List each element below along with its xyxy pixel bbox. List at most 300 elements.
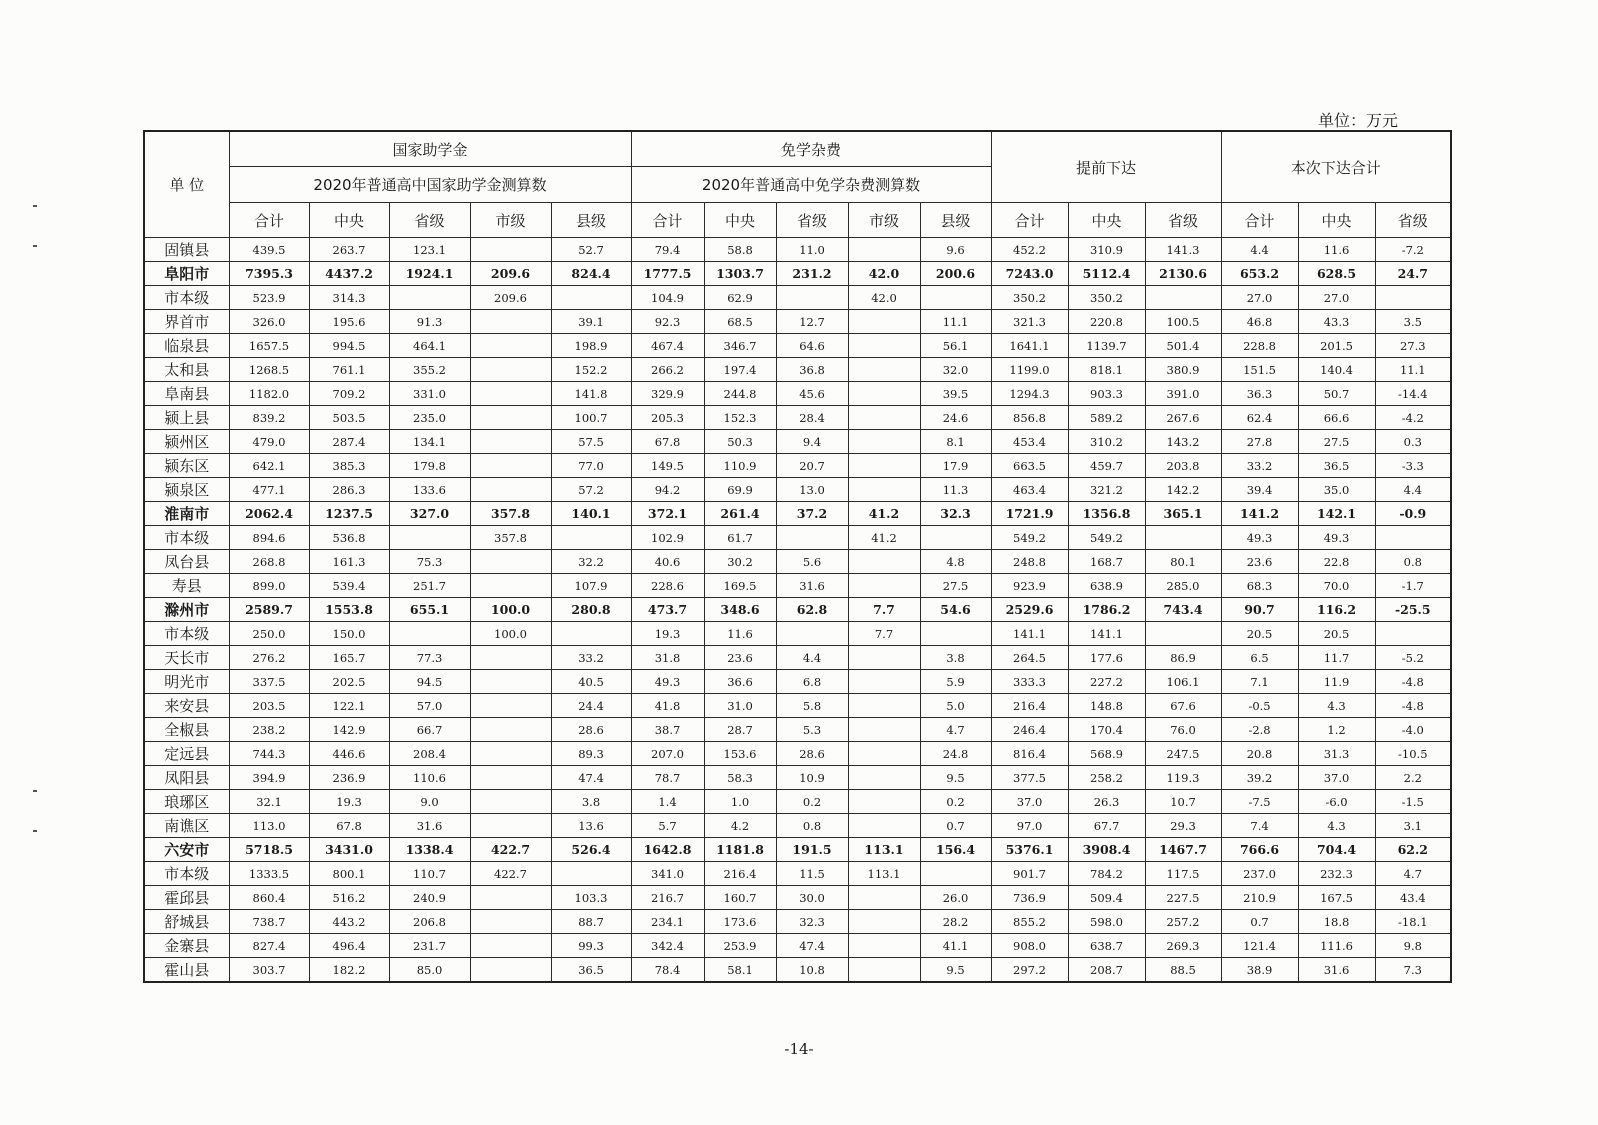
value-cell: 26.0	[920, 886, 991, 910]
value-cell: 303.7	[229, 958, 309, 983]
value-cell: 116.2	[1298, 598, 1375, 622]
value-cell: 31.3	[1298, 742, 1375, 766]
grants-subtitle: 2020年普通高中国家助学金测算数	[229, 167, 631, 203]
unit-column-header: 单 位	[144, 131, 229, 238]
value-cell: 501.4	[1145, 334, 1221, 358]
unit-name-cell: 琅琊区	[144, 790, 229, 814]
value-cell: 31.8	[631, 646, 704, 670]
value-cell: 227.2	[1068, 670, 1145, 694]
value-cell	[848, 958, 920, 983]
table-body	[144, 238, 1451, 983]
value-cell: 1467.7	[1145, 838, 1221, 862]
value-cell: 736.9	[991, 886, 1068, 910]
value-cell: 170.4	[1068, 718, 1145, 742]
value-cell: -18.1	[1375, 910, 1451, 934]
value-cell: 200.6	[920, 262, 991, 286]
value-cell: 203.5	[229, 694, 309, 718]
value-cell: 901.7	[991, 862, 1068, 886]
value-cell: 321.2	[1068, 478, 1145, 502]
unit-name-cell: 固镇县	[144, 238, 229, 262]
value-cell: 860.4	[229, 886, 309, 910]
margin-mark	[33, 830, 37, 832]
unit-name-cell: 颍东区	[144, 454, 229, 478]
table-row	[144, 382, 1451, 406]
unit-name-cell: 市本级	[144, 862, 229, 886]
table-row	[144, 910, 1451, 934]
value-cell: 76.0	[1145, 718, 1221, 742]
value-cell: 142.1	[1298, 502, 1375, 526]
value-cell: 207.0	[631, 742, 704, 766]
value-cell: 29.3	[1145, 814, 1221, 838]
value-cell: 216.4	[991, 694, 1068, 718]
unit-label: 单位：万元	[1318, 111, 1399, 130]
value-cell: 208.4	[389, 742, 470, 766]
value-cell: 11.7	[1298, 646, 1375, 670]
value-cell: 42.0	[848, 286, 920, 310]
value-cell: 38.7	[631, 718, 704, 742]
value-cell	[551, 526, 631, 550]
col-header: 市级	[470, 203, 551, 238]
value-cell: 38.9	[1221, 958, 1298, 983]
value-cell: 42.0	[848, 262, 920, 286]
value-cell: 357.8	[470, 502, 551, 526]
value-cell: 7.1	[1221, 670, 1298, 694]
value-cell: 58.3	[704, 766, 776, 790]
unit-name-cell: 凤阳县	[144, 766, 229, 790]
value-cell	[920, 286, 991, 310]
city-row	[144, 838, 1451, 862]
value-cell: 314.3	[309, 286, 389, 310]
value-cell: 264.5	[991, 646, 1068, 670]
value-cell: 209.6	[470, 262, 551, 286]
value-cell: 4437.2	[309, 262, 389, 286]
value-cell: 32.3	[776, 910, 848, 934]
value-cell: 7.7	[848, 598, 920, 622]
value-cell: 67.7	[1068, 814, 1145, 838]
value-cell: 7.3	[1375, 958, 1451, 983]
value-cell: 216.4	[704, 862, 776, 886]
value-cell: 0.8	[1375, 550, 1451, 574]
value-cell: 7.4	[1221, 814, 1298, 838]
value-cell: 32.1	[229, 790, 309, 814]
value-cell: 2.2	[1375, 766, 1451, 790]
value-cell: 4.7	[1375, 862, 1451, 886]
unit-name-cell: 界首市	[144, 310, 229, 334]
value-cell: 227.5	[1145, 886, 1221, 910]
value-cell: -3.3	[1375, 454, 1451, 478]
value-cell: 766.6	[1221, 838, 1298, 862]
value-cell: 152.2	[551, 358, 631, 382]
value-cell: 839.2	[229, 406, 309, 430]
value-cell	[848, 550, 920, 574]
value-cell: 422.7	[470, 838, 551, 862]
value-cell: 167.5	[1298, 886, 1375, 910]
value-cell	[848, 934, 920, 958]
value-cell	[470, 550, 551, 574]
value-cell: 41.2	[848, 526, 920, 550]
value-cell	[776, 526, 848, 550]
value-cell: 35.0	[1298, 478, 1375, 502]
value-cell: 818.1	[1068, 358, 1145, 382]
value-cell: 54.6	[920, 598, 991, 622]
value-cell: 88.7	[551, 910, 631, 934]
value-cell	[1375, 526, 1451, 550]
value-cell	[470, 646, 551, 670]
value-cell: 50.7	[1298, 382, 1375, 406]
value-cell: 11.9	[1298, 670, 1375, 694]
value-cell: 463.4	[991, 478, 1068, 502]
value-cell: -4.8	[1375, 670, 1451, 694]
value-cell	[848, 358, 920, 382]
value-cell: 329.9	[631, 382, 704, 406]
table-row	[144, 358, 1451, 382]
value-cell: 549.2	[991, 526, 1068, 550]
value-cell: 377.5	[991, 766, 1068, 790]
value-cell: 179.8	[389, 454, 470, 478]
value-cell	[470, 814, 551, 838]
value-cell: 100.5	[1145, 310, 1221, 334]
value-cell: 246.4	[991, 718, 1068, 742]
value-cell: 141.1	[1068, 622, 1145, 646]
value-cell: 100.0	[470, 622, 551, 646]
value-cell: 110.7	[389, 862, 470, 886]
value-cell: 269.3	[1145, 934, 1221, 958]
value-cell: 350.2	[1068, 286, 1145, 310]
value-cell: -0.9	[1375, 502, 1451, 526]
value-cell: 257.2	[1145, 910, 1221, 934]
value-cell: 41.2	[848, 502, 920, 526]
value-cell: 85.0	[389, 958, 470, 983]
value-cell: 5.9	[920, 670, 991, 694]
table-row	[144, 454, 1451, 478]
value-cell: 94.5	[389, 670, 470, 694]
value-cell: 77.3	[389, 646, 470, 670]
value-cell: 7395.3	[229, 262, 309, 286]
value-cell	[389, 526, 470, 550]
value-cell: 141.3	[1145, 238, 1221, 262]
value-cell: -5.2	[1375, 646, 1451, 670]
value-cell: 638.9	[1068, 574, 1145, 598]
value-cell: 365.1	[1145, 502, 1221, 526]
value-cell: 24.7	[1375, 262, 1451, 286]
value-cell: 642.1	[229, 454, 309, 478]
value-cell: 150.0	[309, 622, 389, 646]
value-cell: 57.0	[389, 694, 470, 718]
value-cell: 208.7	[1068, 958, 1145, 983]
value-cell: 1139.7	[1068, 334, 1145, 358]
value-cell: 738.7	[229, 910, 309, 934]
value-cell	[848, 454, 920, 478]
value-cell: 17.9	[920, 454, 991, 478]
value-cell: 30.2	[704, 550, 776, 574]
value-cell: 66.6	[1298, 406, 1375, 430]
table-row	[144, 574, 1451, 598]
fees-title: 免学杂费	[631, 131, 991, 167]
value-cell: 11.1	[920, 310, 991, 334]
value-cell: 102.9	[631, 526, 704, 550]
value-cell: -2.8	[1221, 718, 1298, 742]
value-cell: 1294.3	[991, 382, 1068, 406]
value-cell: 31.6	[389, 814, 470, 838]
value-cell: 119.3	[1145, 766, 1221, 790]
col-header: 市级	[848, 203, 920, 238]
value-cell: 62.4	[1221, 406, 1298, 430]
value-cell: 287.4	[309, 430, 389, 454]
value-cell	[470, 382, 551, 406]
value-cell: 40.5	[551, 670, 631, 694]
value-cell: 9.8	[1375, 934, 1451, 958]
value-cell: 326.0	[229, 310, 309, 334]
value-cell: 80.1	[1145, 550, 1221, 574]
value-cell: 12.7	[776, 310, 848, 334]
value-cell: 240.9	[389, 886, 470, 910]
value-cell: 7.7	[848, 622, 920, 646]
unit-name-cell: 市本级	[144, 526, 229, 550]
value-cell	[470, 766, 551, 790]
value-cell: 39.2	[1221, 766, 1298, 790]
value-cell	[848, 430, 920, 454]
value-cell: 22.8	[1298, 550, 1375, 574]
value-cell: 452.2	[991, 238, 1068, 262]
value-cell: 110.6	[389, 766, 470, 790]
value-cell: -25.5	[1375, 598, 1451, 622]
value-cell: 628.5	[1298, 262, 1375, 286]
value-cell	[848, 886, 920, 910]
value-cell: 24.8	[920, 742, 991, 766]
value-cell	[551, 286, 631, 310]
value-cell: 1553.8	[309, 598, 389, 622]
col-header: 合计	[631, 203, 704, 238]
value-cell: 20.5	[1298, 622, 1375, 646]
col-header: 省级	[389, 203, 470, 238]
value-cell: 3431.0	[309, 838, 389, 862]
value-cell: 4.8	[920, 550, 991, 574]
value-cell: 247.5	[1145, 742, 1221, 766]
value-cell: 104.9	[631, 286, 704, 310]
value-cell: 28.2	[920, 910, 991, 934]
value-cell	[470, 430, 551, 454]
value-cell: 503.5	[309, 406, 389, 430]
value-cell: 709.2	[309, 382, 389, 406]
value-cell	[470, 718, 551, 742]
value-cell: 267.6	[1145, 406, 1221, 430]
value-cell: 1333.5	[229, 862, 309, 886]
value-cell: 160.7	[704, 886, 776, 910]
value-cell: 68.3	[1221, 574, 1298, 598]
value-cell: 140.4	[1298, 358, 1375, 382]
unit-name-cell: 寿县	[144, 574, 229, 598]
value-cell	[1375, 622, 1451, 646]
value-cell: 1.2	[1298, 718, 1375, 742]
table-row	[144, 550, 1451, 574]
value-cell	[848, 334, 920, 358]
value-cell: 473.7	[631, 598, 704, 622]
value-cell: 1181.8	[704, 838, 776, 862]
value-cell: 4.4	[776, 646, 848, 670]
value-cell: 280.8	[551, 598, 631, 622]
value-cell: 784.2	[1068, 862, 1145, 886]
value-cell: 57.5	[551, 430, 631, 454]
value-cell: 655.1	[389, 598, 470, 622]
value-cell: 36.6	[704, 670, 776, 694]
value-cell	[848, 670, 920, 694]
value-cell: 220.8	[1068, 310, 1145, 334]
value-cell: 206.8	[389, 910, 470, 934]
value-cell: 1268.5	[229, 358, 309, 382]
value-cell	[470, 694, 551, 718]
value-cell	[848, 694, 920, 718]
value-cell: 197.4	[704, 358, 776, 382]
table-row	[144, 742, 1451, 766]
value-cell: 41.1	[920, 934, 991, 958]
value-cell: 391.0	[1145, 382, 1221, 406]
unit-name-cell: 凤台县	[144, 550, 229, 574]
value-cell	[848, 910, 920, 934]
value-cell: 10.8	[776, 958, 848, 983]
value-cell: 86.9	[1145, 646, 1221, 670]
value-cell	[470, 478, 551, 502]
value-cell	[1145, 622, 1221, 646]
value-cell: 203.8	[1145, 454, 1221, 478]
value-cell: 446.6	[309, 742, 389, 766]
value-cell: 496.4	[309, 934, 389, 958]
value-cell: 11.5	[776, 862, 848, 886]
value-cell: 133.6	[389, 478, 470, 502]
current-total-title: 本次下达合计	[1221, 131, 1451, 203]
value-cell: 5112.4	[1068, 262, 1145, 286]
value-cell: 19.3	[631, 622, 704, 646]
value-cell: 66.7	[389, 718, 470, 742]
unit-name-cell: 颍州区	[144, 430, 229, 454]
value-cell: 526.4	[551, 838, 631, 862]
value-cell: 1356.8	[1068, 502, 1145, 526]
value-cell: 464.1	[389, 334, 470, 358]
value-cell: 49.3	[631, 670, 704, 694]
value-cell	[920, 526, 991, 550]
value-cell	[470, 238, 551, 262]
unit-name-cell: 明光市	[144, 670, 229, 694]
value-cell: 56.1	[920, 334, 991, 358]
value-cell: 165.7	[309, 646, 389, 670]
value-cell: 141.8	[551, 382, 631, 406]
value-cell: 894.6	[229, 526, 309, 550]
value-cell: -10.5	[1375, 742, 1451, 766]
value-cell: 58.8	[704, 238, 776, 262]
value-cell	[848, 382, 920, 406]
value-cell: 151.5	[1221, 358, 1298, 382]
unit-name-cell: 阜阳市	[144, 262, 229, 286]
unit-name-cell: 六安市	[144, 838, 229, 862]
table-row	[144, 670, 1451, 694]
value-cell: 231.7	[389, 934, 470, 958]
value-cell: 173.6	[704, 910, 776, 934]
value-cell: 40.6	[631, 550, 704, 574]
unit-name-cell: 定远县	[144, 742, 229, 766]
table-row	[144, 862, 1451, 886]
value-cell: 28.7	[704, 718, 776, 742]
value-cell: -7.5	[1221, 790, 1298, 814]
value-cell	[848, 478, 920, 502]
value-cell: 122.1	[309, 694, 389, 718]
value-cell: 251.7	[389, 574, 470, 598]
value-cell: 20.7	[776, 454, 848, 478]
city-row	[144, 598, 1451, 622]
value-cell: 286.3	[309, 478, 389, 502]
value-cell: 103.3	[551, 886, 631, 910]
value-cell: 394.9	[229, 766, 309, 790]
value-cell: 1777.5	[631, 262, 704, 286]
value-cell: 31.6	[776, 574, 848, 598]
grants-title: 国家助学金	[229, 131, 631, 167]
value-cell: 107.9	[551, 574, 631, 598]
unit-name-cell: 临泉县	[144, 334, 229, 358]
value-cell: 11.3	[920, 478, 991, 502]
advance-title: 提前下达	[991, 131, 1221, 203]
value-cell: 2589.7	[229, 598, 309, 622]
value-cell: 27.5	[1298, 430, 1375, 454]
value-cell: 62.8	[776, 598, 848, 622]
value-cell: -1.7	[1375, 574, 1451, 598]
value-cell: 23.6	[1221, 550, 1298, 574]
value-cell: 1.0	[704, 790, 776, 814]
value-cell: 235.0	[389, 406, 470, 430]
value-cell	[470, 886, 551, 910]
value-cell	[1145, 526, 1221, 550]
margin-mark	[33, 790, 37, 792]
value-cell: 68.5	[704, 310, 776, 334]
value-cell: 4.4	[1221, 238, 1298, 262]
value-cell: 443.2	[309, 910, 389, 934]
value-cell: 310.9	[1068, 238, 1145, 262]
table-row	[144, 238, 1451, 262]
value-cell: 1338.4	[389, 838, 470, 862]
unit-name-cell: 霍山县	[144, 958, 229, 983]
value-cell: 216.7	[631, 886, 704, 910]
value-cell: 28.6	[551, 718, 631, 742]
value-cell: 57.2	[551, 478, 631, 502]
value-cell: 110.9	[704, 454, 776, 478]
value-cell: 258.2	[1068, 766, 1145, 790]
value-cell: 39.5	[920, 382, 991, 406]
table-row	[144, 622, 1451, 646]
value-cell: 140.1	[551, 502, 631, 526]
value-cell: 10.9	[776, 766, 848, 790]
table-row	[144, 790, 1451, 814]
value-cell: 134.1	[389, 430, 470, 454]
value-cell: 6.8	[776, 670, 848, 694]
value-cell: 99.3	[551, 934, 631, 958]
value-cell: 27.8	[1221, 430, 1298, 454]
value-cell: 88.5	[1145, 958, 1221, 983]
value-cell: 27.3	[1375, 334, 1451, 358]
col-header: 县级	[920, 203, 991, 238]
value-cell	[776, 622, 848, 646]
value-cell: -4.2	[1375, 406, 1451, 430]
value-cell: 903.3	[1068, 382, 1145, 406]
value-cell: 37.0	[1298, 766, 1375, 790]
value-cell: 27.0	[1221, 286, 1298, 310]
value-cell: 111.6	[1298, 934, 1375, 958]
value-cell: 13.0	[776, 478, 848, 502]
value-cell: 31.0	[704, 694, 776, 718]
value-cell: 153.6	[704, 742, 776, 766]
value-cell: 161.3	[309, 550, 389, 574]
value-cell: 5.8	[776, 694, 848, 718]
col-header: 中央	[704, 203, 776, 238]
value-cell: 0.7	[1221, 910, 1298, 934]
value-cell: 67.8	[309, 814, 389, 838]
col-header: 县级	[551, 203, 631, 238]
